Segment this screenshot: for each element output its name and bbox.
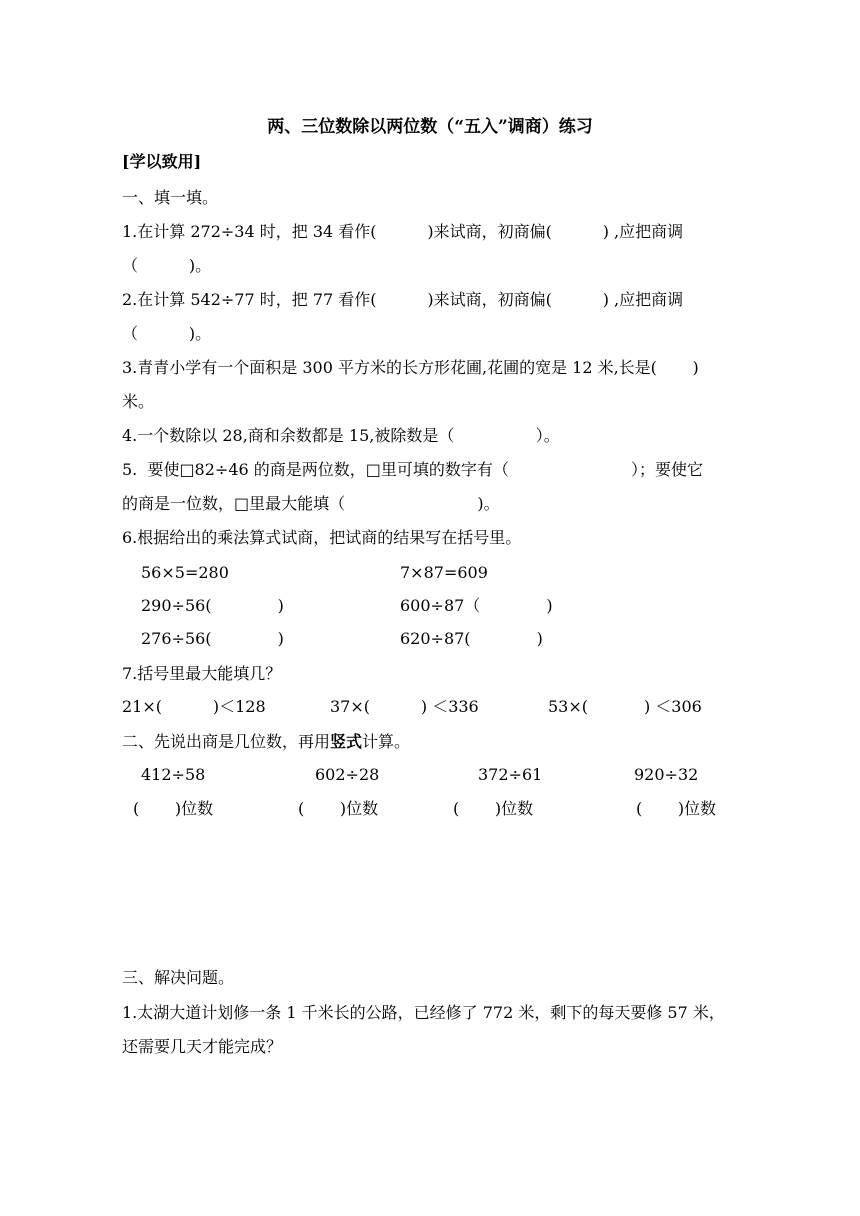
part2-problem-3: 372÷61 — [478, 765, 543, 784]
q6-row1-left: 56×5=280 — [141, 563, 229, 582]
part3-heading: 三、解决问题。 — [122, 968, 235, 987]
part3-q1-line1: 1.太湖大道计划修一条 1 千米长的公路，已经修了 772 米，剩下的每天要修 57 米， — [122, 1003, 725, 1022]
page-title: 两、三位数除以两位数（“五入”调商）练习 — [267, 117, 593, 137]
q7-item-1: 21×( )＜128 — [122, 697, 266, 716]
part1-heading: 一、填一填。 — [122, 188, 219, 207]
q7-line: 7.括号里最大能填几？ — [122, 664, 282, 683]
part2-problem-2: 602÷28 — [315, 765, 380, 784]
q7-item-2: 37×( ) ＜336 — [330, 697, 479, 716]
q6-row3-right: 620÷87( ) — [400, 629, 543, 648]
part2-heading: 二、先说出商是几位数，再用竖式计算。 — [122, 732, 411, 751]
q4-line: 4.一个数除以 28,商和余数都是 15,被除数是（ ）。 — [122, 426, 560, 445]
q6-row2-right: 600÷87（ ) — [400, 596, 553, 615]
q1-line2: （ )。 — [122, 256, 212, 275]
q6-row1-right: 7×87=609 — [400, 563, 488, 582]
q1-line1: 1.在计算 272÷34 时，把 34 看作( )来试商，初商偏( ) ,应把商调 — [122, 222, 684, 241]
part2-blank-3: ( )位数 — [453, 799, 534, 818]
q3-line1: 3.青青小学有一个面积是 300 平方米的长方形花圃,花圃的宽是 12 米,长是( ) — [122, 358, 699, 377]
part2-blank-1: ( )位数 — [133, 799, 214, 818]
part2-blank-2: ( )位数 — [298, 799, 379, 818]
section-label: [学以致用] — [122, 152, 202, 171]
q5-line1: 5. 要使□82÷46 的商是两位数，□里可填的数字有（ ）；要使它 — [122, 460, 703, 479]
q7-item-3: 53×( ) ＜306 — [548, 697, 702, 716]
q2-line1: 2.在计算 542÷77 时，把 77 看作( )来试商，初商偏( ) ,应把商调 — [122, 290, 684, 309]
q6-line: 6.根据给出的乘法算式试商，把试商的结果写在括号里。 — [122, 528, 522, 547]
q5-line2: 的商是一位数，□里最大能填（ )。 — [122, 494, 500, 513]
q6-row3-left: 276÷56( ) — [141, 629, 284, 648]
part2-heading-bold: 竖式 — [330, 732, 363, 751]
q2-line2: （ )。 — [122, 324, 212, 343]
q6-row2-left: 290÷56( ) — [141, 596, 284, 615]
part2-blank-4: ( )位数 — [636, 799, 717, 818]
part3-q1-line2: 还需要几天才能完成？ — [122, 1037, 283, 1056]
part2-problem-1: 412÷58 — [141, 765, 206, 784]
part2-problem-4: 920÷32 — [634, 765, 699, 784]
q3-line2: 米。 — [122, 392, 155, 411]
